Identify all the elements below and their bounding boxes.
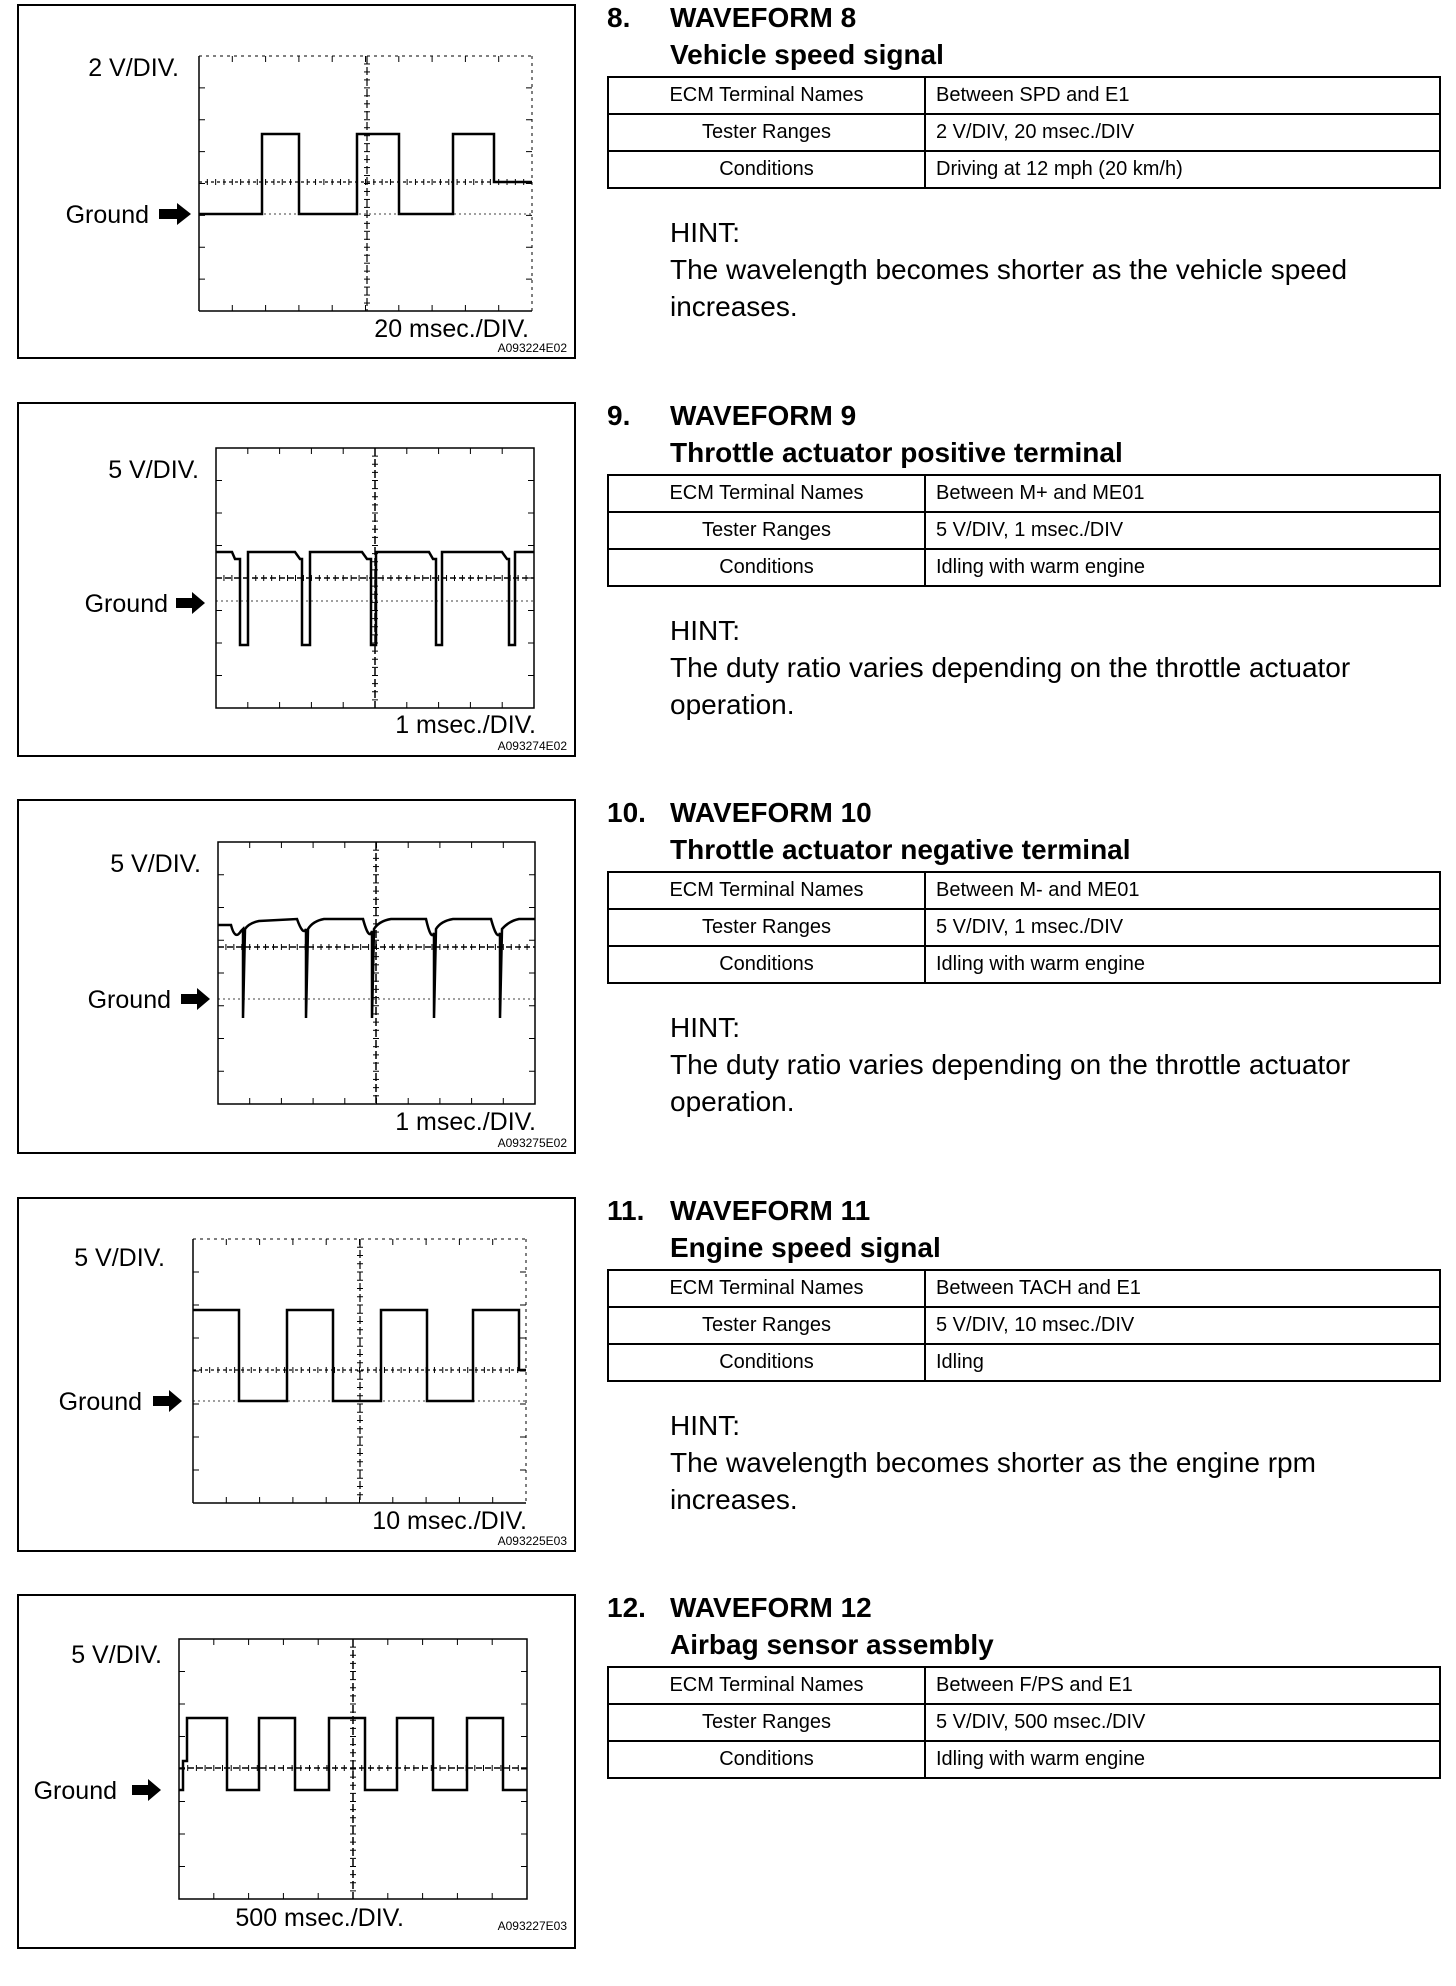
waveform-title: WAVEFORM 10 bbox=[670, 797, 872, 828]
row-value: 5 V/DIV, 1 msec./DIV bbox=[925, 909, 1440, 946]
oscilloscope-panel bbox=[17, 402, 576, 757]
oscilloscope-display bbox=[19, 404, 574, 755]
volt-div-label: 2 V/DIV. bbox=[88, 54, 179, 82]
waveform-8-info bbox=[607, 0, 1447, 322]
ground-label: Ground bbox=[65, 201, 149, 229]
row-key: ECM Terminal Names bbox=[608, 1270, 925, 1307]
volt-div-label: 5 V/DIV. bbox=[108, 456, 199, 484]
table-row bbox=[608, 909, 1440, 946]
hint-label: HINT: bbox=[670, 217, 740, 248]
section-number: 11. bbox=[607, 1195, 645, 1226]
waveform-title: WAVEFORM 8 bbox=[670, 2, 857, 33]
table-row bbox=[608, 475, 1440, 512]
waveform-subtitle: Throttle actuator negative terminal bbox=[670, 834, 1131, 865]
waveform-11-section bbox=[0, 1193, 1456, 1589]
signal-trace bbox=[199, 134, 532, 214]
section-number: 10. bbox=[607, 797, 646, 828]
signal-trace bbox=[216, 552, 534, 645]
row-key: ECM Terminal Names bbox=[608, 77, 925, 114]
waveform-10-section bbox=[0, 795, 1456, 1191]
row-value: Between TACH and E1 bbox=[925, 1270, 1440, 1307]
spec-table bbox=[607, 76, 1441, 189]
ground-label: Ground bbox=[58, 1388, 142, 1416]
volt-div-label: 5 V/DIV. bbox=[71, 1641, 162, 1669]
oscilloscope-display bbox=[19, 1199, 574, 1550]
hint-text: The wavelength becomes shorter as the engine rpm increases. bbox=[670, 1447, 1316, 1515]
waveform-9-section bbox=[0, 398, 1456, 794]
spec-table bbox=[607, 1666, 1441, 1779]
hint-label: HINT: bbox=[670, 1012, 740, 1043]
row-key: Conditions bbox=[608, 946, 925, 983]
waveform-12-section bbox=[0, 1590, 1456, 1986]
section-number: 12. bbox=[607, 1592, 646, 1623]
row-key: Conditions bbox=[608, 549, 925, 586]
waveform-10-info bbox=[607, 795, 1447, 1117]
table-row bbox=[608, 512, 1440, 549]
row-value: Idling with warm engine bbox=[925, 1741, 1440, 1778]
row-key: Tester Ranges bbox=[608, 1307, 925, 1344]
figure-code: A093227E03 bbox=[497, 1919, 567, 1933]
waveform-9-info bbox=[607, 398, 1447, 720]
hint-block bbox=[670, 612, 1430, 723]
heading bbox=[607, 0, 1447, 76]
figure-code: A093275E02 bbox=[497, 1136, 567, 1150]
waveform-subtitle: Vehicle speed signal bbox=[670, 39, 944, 70]
volt-div-label: 5 V/DIV. bbox=[110, 850, 201, 878]
hint-text: The wavelength becomes shorter as the vehicle speed increases. bbox=[670, 254, 1348, 322]
row-value: Idling bbox=[925, 1344, 1440, 1381]
table-row bbox=[608, 1307, 1440, 1344]
waveform-subtitle: Throttle actuator positive terminal bbox=[670, 437, 1123, 468]
waveform-title: WAVEFORM 12 bbox=[670, 1592, 872, 1623]
waveform-8-section bbox=[0, 0, 1456, 396]
oscilloscope-display bbox=[19, 6, 574, 357]
table-row bbox=[608, 946, 1440, 983]
figure-code: A093224E02 bbox=[497, 341, 567, 355]
heading bbox=[607, 1193, 1447, 1269]
ground-label: Ground bbox=[84, 590, 168, 618]
ground-arrow-icon bbox=[176, 592, 205, 614]
hint-label: HINT: bbox=[670, 1410, 740, 1441]
oscilloscope-display bbox=[19, 801, 574, 1152]
row-key: ECM Terminal Names bbox=[608, 475, 925, 512]
table-row bbox=[608, 1667, 1440, 1704]
spec-table bbox=[607, 871, 1441, 984]
table-row bbox=[608, 1741, 1440, 1778]
hint-text: The duty ratio varies depending on the throttle actuator operation. bbox=[670, 1049, 1351, 1117]
heading bbox=[607, 398, 1447, 474]
row-value: Driving at 12 mph (20 km/h) bbox=[925, 151, 1440, 188]
ground-arrow-icon bbox=[132, 1779, 161, 1801]
time-div-label: 1 msec./DIV. bbox=[395, 1108, 536, 1136]
row-key: Tester Ranges bbox=[608, 909, 925, 946]
hint-text: The duty ratio varies depending on the throttle actuator operation. bbox=[670, 652, 1351, 720]
row-value: Between SPD and E1 bbox=[925, 77, 1440, 114]
row-value: Idling with warm engine bbox=[925, 946, 1440, 983]
row-value: Idling with warm engine bbox=[925, 549, 1440, 586]
hint-block bbox=[670, 1407, 1430, 1518]
heading bbox=[607, 795, 1447, 871]
oscilloscope-panel bbox=[17, 1197, 576, 1552]
hint-label: HINT: bbox=[670, 615, 740, 646]
oscilloscope-display bbox=[19, 1596, 574, 1947]
row-key: Conditions bbox=[608, 1741, 925, 1778]
table-row bbox=[608, 114, 1440, 151]
row-value: 5 V/DIV, 500 msec./DIV bbox=[925, 1704, 1440, 1741]
row-value: 5 V/DIV, 1 msec./DIV bbox=[925, 512, 1440, 549]
spec-table bbox=[607, 1269, 1441, 1382]
figure-code: A093274E02 bbox=[497, 739, 567, 753]
table-row bbox=[608, 1270, 1440, 1307]
time-div-label: 1 msec./DIV. bbox=[395, 711, 536, 739]
row-key: Conditions bbox=[608, 1344, 925, 1381]
row-value: Between F/PS and E1 bbox=[925, 1667, 1440, 1704]
ground-label: Ground bbox=[33, 1777, 117, 1805]
hint-block bbox=[670, 1009, 1430, 1120]
waveform-12-info bbox=[607, 1590, 1447, 1770]
ground-arrow-icon bbox=[153, 1390, 182, 1412]
oscilloscope-panel bbox=[17, 4, 576, 359]
oscilloscope-panel bbox=[17, 799, 576, 1154]
waveform-11-info bbox=[607, 1193, 1447, 1515]
section-number: 8. bbox=[607, 2, 631, 33]
row-key: Tester Ranges bbox=[608, 1704, 925, 1741]
table-row bbox=[608, 872, 1440, 909]
ground-arrow-icon bbox=[159, 203, 191, 225]
table-row bbox=[608, 549, 1440, 586]
table-row bbox=[608, 1344, 1440, 1381]
row-key: ECM Terminal Names bbox=[608, 1667, 925, 1704]
heading bbox=[607, 1590, 1447, 1666]
waveform-subtitle: Engine speed signal bbox=[670, 1232, 941, 1263]
row-key: ECM Terminal Names bbox=[608, 872, 925, 909]
figure-code: A093225E03 bbox=[497, 1534, 567, 1548]
time-div-label: 500 msec./DIV. bbox=[235, 1904, 404, 1932]
time-div-label: 10 msec./DIV. bbox=[372, 1507, 527, 1535]
row-value: Between M+ and ME01 bbox=[925, 475, 1440, 512]
table-row bbox=[608, 151, 1440, 188]
row-key: Tester Ranges bbox=[608, 114, 925, 151]
section-number: 9. bbox=[607, 400, 631, 431]
oscilloscope-panel bbox=[17, 1594, 576, 1949]
ground-arrow-icon bbox=[181, 988, 210, 1010]
hint-block bbox=[670, 214, 1430, 325]
row-key: Tester Ranges bbox=[608, 512, 925, 549]
time-div-label: 20 msec./DIV. bbox=[374, 315, 529, 343]
waveform-title: WAVEFORM 9 bbox=[670, 400, 857, 431]
table-row bbox=[608, 77, 1440, 114]
row-value: 2 V/DIV, 20 msec./DIV bbox=[925, 114, 1440, 151]
spec-table bbox=[607, 474, 1441, 587]
table-row bbox=[608, 1704, 1440, 1741]
row-value: Between M- and ME01 bbox=[925, 872, 1440, 909]
row-key: Conditions bbox=[608, 151, 925, 188]
row-value: 5 V/DIV, 10 msec./DIV bbox=[925, 1307, 1440, 1344]
ground-label: Ground bbox=[87, 986, 171, 1014]
waveform-subtitle: Airbag sensor assembly bbox=[670, 1629, 994, 1660]
waveform-title: WAVEFORM 11 bbox=[670, 1195, 871, 1226]
volt-div-label: 5 V/DIV. bbox=[74, 1244, 165, 1272]
